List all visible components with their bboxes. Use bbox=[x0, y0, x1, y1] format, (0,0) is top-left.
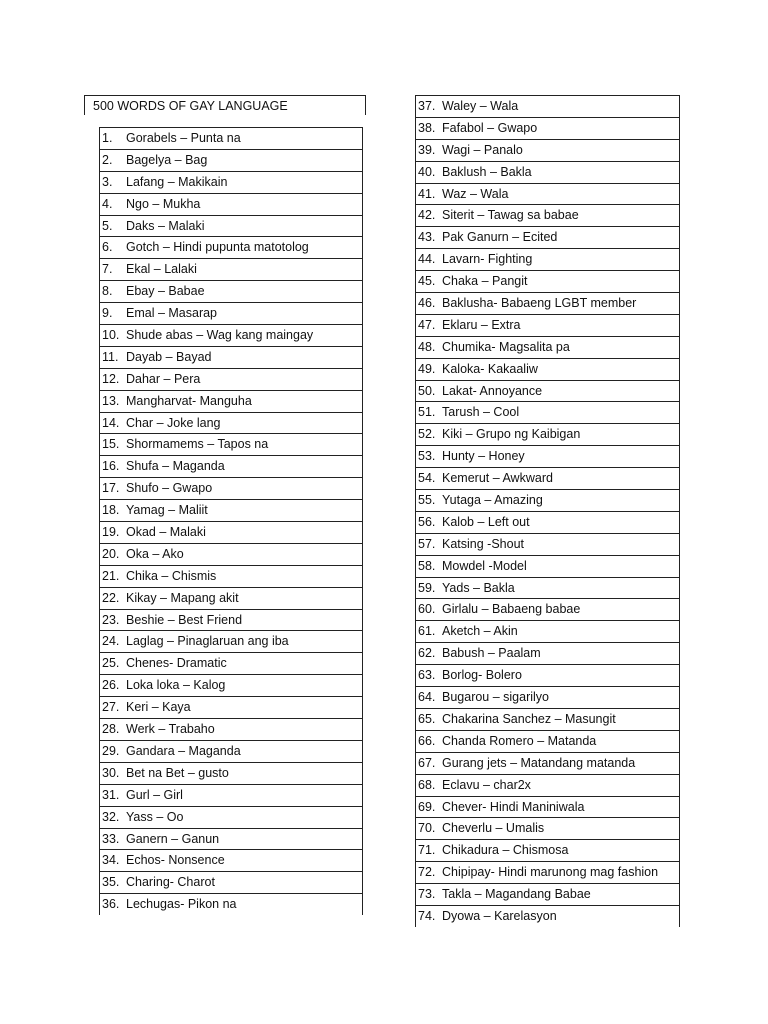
item-term: Beshie – Best Friend bbox=[126, 612, 243, 627]
list-item bbox=[415, 467, 680, 489]
item-number: 66. bbox=[418, 733, 436, 748]
item-term: Kemerut – Awkward bbox=[442, 471, 553, 486]
item-number: 68. bbox=[418, 777, 436, 792]
item-term: Keri – Kaya bbox=[126, 700, 191, 715]
item-term: Shufo – Gwapo bbox=[126, 481, 213, 496]
item-term: Chaka – Pangit bbox=[442, 274, 528, 289]
item-number: 29. bbox=[102, 743, 120, 758]
list-item bbox=[415, 555, 680, 577]
item-number: 1. bbox=[102, 131, 113, 145]
list-item bbox=[415, 95, 680, 117]
item-term: Pak Ganurn – Ecited bbox=[442, 230, 558, 245]
item-number: 33. bbox=[102, 831, 120, 846]
item-number: 9. bbox=[102, 306, 113, 321]
item-number: 42. bbox=[418, 208, 436, 223]
item-number: 71. bbox=[418, 843, 436, 858]
item-number: 26. bbox=[102, 678, 120, 693]
list-item bbox=[415, 204, 680, 226]
list-item bbox=[99, 455, 363, 477]
item-term: Borlog- Bolero bbox=[442, 668, 522, 683]
item-number: 11. bbox=[102, 349, 119, 364]
list-item bbox=[415, 730, 680, 752]
item-number: 14. bbox=[102, 415, 120, 430]
item-term: Yutaga – Amazing bbox=[442, 493, 543, 508]
item-number: 10. bbox=[102, 328, 120, 343]
list-item bbox=[415, 336, 680, 358]
item-number: 58. bbox=[418, 558, 436, 573]
item-number: 16. bbox=[102, 459, 120, 474]
list-item bbox=[415, 577, 680, 599]
item-number: 13. bbox=[102, 393, 120, 408]
item-term: Dayab – Bayad bbox=[126, 349, 212, 364]
list-item bbox=[99, 171, 363, 193]
item-number: 24. bbox=[102, 634, 120, 649]
item-term: Girlalu – Babaeng babae bbox=[442, 602, 581, 617]
item-term: Chever- Hindi Maniniwala bbox=[442, 799, 585, 814]
item-term: Okad – Malaki bbox=[126, 525, 206, 540]
item-number: 61. bbox=[418, 624, 436, 639]
item-term: Chipipay- Hindi marunong mag fashion bbox=[442, 865, 659, 880]
item-term: Gurl – Girl bbox=[126, 787, 183, 802]
item-term: Waz – Wala bbox=[442, 186, 509, 201]
item-term: Emal – Masarap bbox=[126, 306, 218, 321]
item-number: 2. bbox=[102, 152, 113, 167]
item-term: Gandara – Maganda bbox=[126, 743, 241, 758]
item-term: Charing- Charot bbox=[126, 875, 215, 890]
item-term: Echos- Nonsence bbox=[126, 853, 225, 868]
item-number: 32. bbox=[102, 809, 120, 824]
list-item bbox=[415, 489, 680, 511]
item-term: Babush – Paalam bbox=[442, 646, 541, 661]
item-number: 48. bbox=[418, 339, 436, 354]
item-number: 45. bbox=[418, 274, 436, 289]
item-term: Kiki – Grupo ng Kaibigan bbox=[442, 427, 581, 442]
item-term: Kalob – Left out bbox=[442, 514, 530, 529]
list-item bbox=[415, 598, 680, 620]
item-number: 22. bbox=[102, 590, 120, 605]
list-item bbox=[99, 828, 363, 850]
item-number: 15. bbox=[102, 437, 120, 452]
item-number: 43. bbox=[418, 230, 436, 245]
item-number: 20. bbox=[102, 546, 120, 561]
item-number: 67. bbox=[418, 755, 436, 770]
list-item bbox=[99, 762, 363, 784]
item-number: 30. bbox=[102, 765, 120, 780]
list-item bbox=[99, 499, 363, 521]
list-item bbox=[99, 412, 363, 434]
item-number: 64. bbox=[418, 690, 436, 705]
list-item bbox=[415, 445, 680, 467]
item-number: 23. bbox=[102, 612, 120, 627]
item-number: 6. bbox=[102, 240, 113, 255]
item-number: 50. bbox=[418, 383, 436, 398]
list-item bbox=[415, 642, 680, 664]
list-item bbox=[415, 839, 680, 861]
item-number: 56. bbox=[418, 514, 436, 529]
word-list-left bbox=[99, 127, 363, 915]
list-item bbox=[99, 893, 363, 915]
item-term: Baklusha- Babaeng LGBT member bbox=[442, 296, 637, 311]
list-item bbox=[415, 796, 680, 818]
list-item bbox=[415, 905, 680, 927]
item-term: Oka – Ako bbox=[126, 546, 184, 561]
item-number: 36. bbox=[102, 897, 120, 912]
list-item bbox=[99, 696, 363, 718]
item-number: 41. bbox=[418, 186, 436, 201]
list-item bbox=[415, 883, 680, 905]
list-item bbox=[415, 117, 680, 139]
list-item bbox=[415, 226, 680, 248]
list-item bbox=[415, 314, 680, 336]
list-item bbox=[99, 368, 363, 390]
item-number: 53. bbox=[418, 449, 436, 464]
list-item bbox=[415, 139, 680, 161]
list-item bbox=[99, 390, 363, 412]
list-item bbox=[415, 380, 680, 402]
list-item bbox=[415, 708, 680, 730]
list-item bbox=[99, 280, 363, 302]
list-item bbox=[99, 609, 363, 631]
item-number: 40. bbox=[418, 164, 436, 179]
item-number: 52. bbox=[418, 427, 436, 442]
list-item bbox=[99, 302, 363, 324]
item-number: 38. bbox=[418, 120, 436, 135]
list-item bbox=[415, 358, 680, 380]
item-term: Werk – Trabaho bbox=[126, 722, 215, 737]
item-number: 37. bbox=[418, 99, 436, 113]
item-term: Daks – Malaki bbox=[126, 218, 205, 233]
item-term: Kikay – Mapang akit bbox=[126, 590, 239, 605]
list-item bbox=[415, 183, 680, 205]
list-item bbox=[99, 324, 363, 346]
item-term: Siterit – Tawag sa babae bbox=[442, 208, 579, 223]
list-item bbox=[99, 565, 363, 587]
list-item bbox=[99, 215, 363, 237]
list-item bbox=[99, 521, 363, 543]
item-term: Cheverlu – Umalis bbox=[442, 821, 545, 836]
item-number: 25. bbox=[102, 656, 120, 671]
item-number: 73. bbox=[418, 887, 436, 902]
item-term: Laglag – Pinaglaruan ang iba bbox=[126, 634, 289, 649]
list-item bbox=[99, 477, 363, 499]
word-list-right bbox=[415, 95, 680, 927]
item-number: 21. bbox=[102, 568, 120, 583]
document-title: 500 WORDS OF GAY LANGUAGE bbox=[84, 95, 366, 115]
item-number: 35. bbox=[102, 875, 120, 890]
item-term: Ganern – Ganun bbox=[126, 831, 220, 846]
item-number: 59. bbox=[418, 580, 436, 595]
item-term: Chikadura – Chismosa bbox=[442, 843, 569, 858]
item-term: Lavarn- Fighting bbox=[442, 252, 533, 267]
item-term: Waley – Wala bbox=[442, 99, 519, 113]
list-item bbox=[99, 433, 363, 455]
item-term: Chenes- Dramatic bbox=[126, 656, 227, 671]
list-item bbox=[415, 401, 680, 423]
item-number: 19. bbox=[102, 525, 120, 540]
list-item bbox=[99, 871, 363, 893]
list-item bbox=[415, 423, 680, 445]
item-number: 62. bbox=[418, 646, 436, 661]
item-number: 7. bbox=[102, 262, 113, 277]
item-term: Mowdel -Model bbox=[442, 558, 527, 573]
item-term: Fafabol – Gwapo bbox=[442, 120, 538, 135]
item-number: 47. bbox=[418, 317, 436, 332]
item-number: 49. bbox=[418, 361, 436, 376]
list-item bbox=[415, 752, 680, 774]
list-item bbox=[415, 686, 680, 708]
item-term: Eclavu – char2x bbox=[442, 777, 531, 792]
item-term: Loka loka – Kalog bbox=[126, 678, 226, 693]
item-number: 39. bbox=[418, 142, 436, 157]
item-number: 8. bbox=[102, 284, 113, 299]
item-term: Tarush – Cool bbox=[442, 405, 520, 420]
item-number: 12. bbox=[102, 371, 120, 386]
item-number: 34. bbox=[102, 853, 120, 868]
item-term: Yamag – Maliit bbox=[126, 503, 208, 518]
item-term: Lakat- Annoyance bbox=[442, 383, 543, 398]
list-item bbox=[415, 161, 680, 183]
item-term: Bugarou – sigarilyo bbox=[442, 690, 550, 705]
item-number: 60. bbox=[418, 602, 436, 617]
list-item bbox=[99, 149, 363, 171]
list-item bbox=[99, 193, 363, 215]
item-term: Wagi – Panalo bbox=[442, 142, 523, 157]
list-item bbox=[99, 718, 363, 740]
item-term: Shude abas – Wag kang maingay bbox=[126, 328, 314, 343]
item-term: Gotch – Hindi pupunta matotolog bbox=[126, 240, 309, 255]
item-term: Bet na Bet – gusto bbox=[126, 765, 229, 780]
item-term: Ngo – Mukha bbox=[126, 196, 201, 211]
item-number: 4. bbox=[102, 196, 113, 211]
item-number: 5. bbox=[102, 218, 113, 233]
item-number: 31. bbox=[102, 787, 120, 802]
item-number: 57. bbox=[418, 536, 436, 551]
list-item bbox=[99, 740, 363, 762]
list-item bbox=[99, 543, 363, 565]
list-item bbox=[415, 533, 680, 555]
item-number: 55. bbox=[418, 493, 436, 508]
list-item bbox=[99, 784, 363, 806]
item-number: 18. bbox=[102, 503, 120, 518]
item-term: Shufa – Maganda bbox=[126, 459, 225, 474]
item-term: Baklush – Bakla bbox=[442, 164, 532, 179]
item-term: Chanda Romero – Matanda bbox=[442, 733, 597, 748]
list-item bbox=[99, 630, 363, 652]
item-term: Takla – Magandang Babae bbox=[442, 887, 591, 902]
item-number: 72. bbox=[418, 865, 436, 880]
item-term: Dyowa – Karelasyon bbox=[442, 908, 557, 923]
item-term: Lechugas- Pikon na bbox=[126, 897, 237, 912]
list-item bbox=[99, 849, 363, 871]
item-number: 70. bbox=[418, 821, 436, 836]
item-number: 51. bbox=[418, 405, 436, 420]
list-item bbox=[99, 652, 363, 674]
item-term: Chakarina Sanchez – Masungit bbox=[442, 711, 616, 726]
item-term: Bagelya – Bag bbox=[126, 152, 208, 167]
item-term: Aketch – Akin bbox=[442, 624, 518, 639]
list-item bbox=[415, 861, 680, 883]
item-term: Eklaru – Extra bbox=[442, 317, 521, 332]
item-term: Dahar – Pera bbox=[126, 371, 201, 386]
list-item bbox=[99, 127, 363, 149]
item-term: Ekal – Lalaki bbox=[126, 262, 197, 277]
list-item bbox=[415, 620, 680, 642]
item-number: 3. bbox=[102, 174, 113, 189]
item-term: Hunty – Honey bbox=[442, 449, 525, 464]
item-term: Shormamems – Tapos na bbox=[126, 437, 269, 452]
item-number: 69. bbox=[418, 799, 436, 814]
item-number: 65. bbox=[418, 711, 436, 726]
item-term: Yads – Bakla bbox=[442, 580, 515, 595]
item-number: 28. bbox=[102, 722, 120, 737]
item-term: Gurang jets – Matandang matanda bbox=[442, 755, 636, 770]
list-item bbox=[415, 248, 680, 270]
item-number: 27. bbox=[102, 700, 120, 715]
list-item bbox=[99, 806, 363, 828]
item-term: Chumika- Magsalita pa bbox=[442, 339, 570, 354]
list-item bbox=[415, 664, 680, 686]
list-item bbox=[415, 511, 680, 533]
item-number: 46. bbox=[418, 296, 436, 311]
item-term: Gorabels – Punta na bbox=[126, 131, 241, 145]
list-item bbox=[99, 236, 363, 258]
list-item bbox=[415, 817, 680, 839]
list-item bbox=[415, 270, 680, 292]
item-term: Kaloka- Kakaaliw bbox=[442, 361, 538, 376]
list-item bbox=[415, 774, 680, 796]
item-term: Lafang – Makikain bbox=[126, 174, 228, 189]
list-item bbox=[99, 587, 363, 609]
item-number: 63. bbox=[418, 668, 436, 683]
item-number: 74. bbox=[418, 908, 436, 923]
item-term: Mangharvat- Manguha bbox=[126, 393, 252, 408]
item-term: Chika – Chismis bbox=[126, 568, 217, 583]
list-item bbox=[99, 346, 363, 368]
list-item bbox=[415, 292, 680, 314]
list-item bbox=[99, 258, 363, 280]
item-number: 17. bbox=[102, 481, 120, 496]
item-number: 44. bbox=[418, 252, 436, 267]
item-term: Katsing -Shout bbox=[442, 536, 524, 551]
item-term: Char – Joke lang bbox=[126, 415, 221, 430]
item-number: 54. bbox=[418, 471, 436, 486]
list-item bbox=[99, 674, 363, 696]
item-term: Ebay – Babae bbox=[126, 284, 205, 299]
item-term: Yass – Oo bbox=[126, 809, 184, 824]
